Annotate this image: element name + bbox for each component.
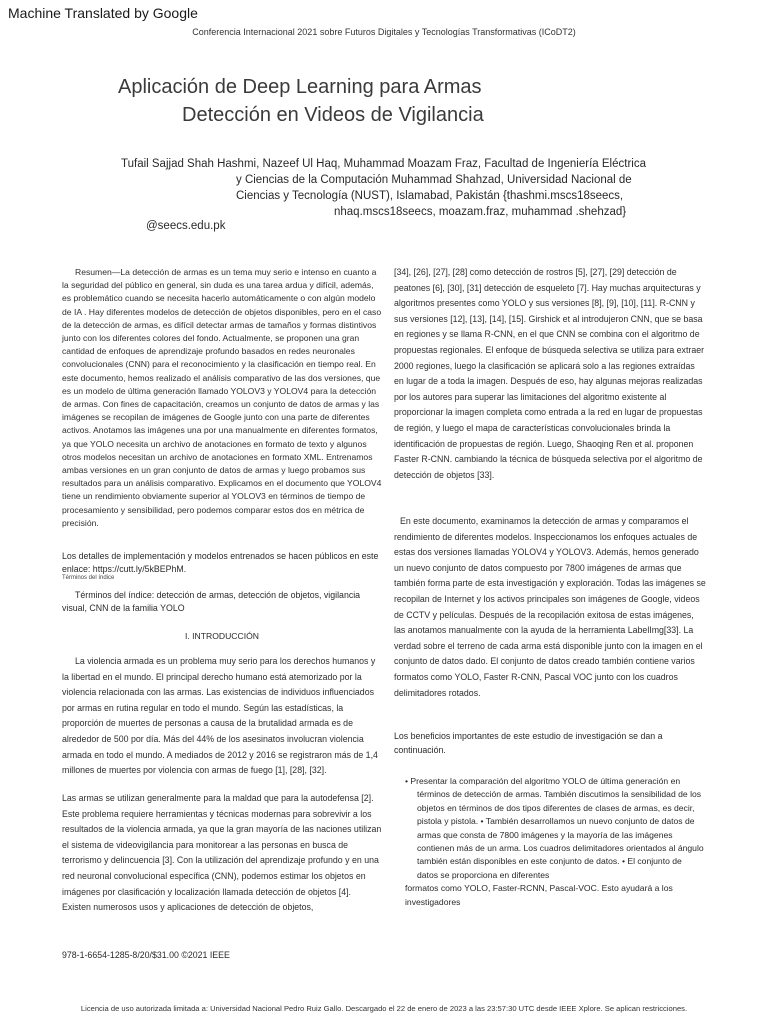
availability-note: Los detalles de implementación y modelos entrenados se hacen públicos en este enlace: https://cutt.ly/5kBEPhM. bbox=[62, 551, 379, 574]
right-column-paragraph-3: Los beneficios importantes de este estudio de investigación se dan a continuación. bbox=[394, 731, 663, 755]
contributions-bullets: • Presentar la comparación del algoritmo YOLO de última generación en términos de detección de armas. También discutimos la sensibilidad de los objetos en términos de dos tipos diferentes de clases de armas, es decir, pistola y pistola. • También desarrollamos un nuevo conjunto de datos de armas que consta de 7800 imágenes y la mayoría de las imágenes contienen más de un arma. Los cuadros delimitadores orientados al ángulo también están disponibles en este conjunto de datos. • El conjunto de datos se proporciona en diferentes bbox=[405, 776, 704, 880]
right-column-paragraph-2: En este documento, examinamos la detección de armas y comparamos el rendimiento de diferentes modelos. Inspeccionamos los enfoques actuales de estas dos versiones llamadas YOLOV4 y YOLOV3. Además, hemos generado un nuevo conjunto de datos compuesto por 7800 imágenes de armas que también forma parte de esta investigación y exploración. Todas las imágenes se recopilan de Internet y los activos principales son imágenes de Google, videos de CCTV y películas. Después de la recopilación exitosa de estas imágenes, las anotamos manualmente con la ayuda de la herramienta LabelImg[33]. La verdad sobre el terreno de cada arma está disponible junto con la imagen en el conjunto de datos dado. El conjunto de datos creado también contiene varios formatos como YOLO, Faster R-CNN, Pascal VOC junto con los cuadros delimitadores rotados. bbox=[394, 516, 706, 698]
contributions-list bbox=[405, 775, 705, 909]
paper-title-line-2: Detección en Videos de Vigilancia bbox=[182, 104, 484, 126]
authors-line-2: y Ciencias de la Computación Muhammad Shahzad, Universidad Nacional de bbox=[236, 174, 632, 186]
author-email-domain: @seecs.edu.pk bbox=[146, 220, 226, 232]
section-heading-introduction: I. INTRODUCCIÓN bbox=[185, 631, 259, 641]
authors-line-4: nhaq.mscs18seecs, moazam.fraz, muhammad .shehzad} bbox=[334, 206, 627, 218]
contributions-tail: formatos como YOLO, Faster-RCNN, Pascal-VOC. Esto ayudará a los investigadores bbox=[405, 883, 673, 907]
isbn-copyright: 978-1-6654-1285-8/20/$31.00 ©2021 IEEE bbox=[62, 950, 230, 960]
machine-translation-banner: Machine Translated by Google bbox=[8, 5, 198, 21]
conference-header: Conferencia Internacional 2021 sobre Futuros Digitales y Tecnologías Transformativas (ICoDT2) bbox=[192, 27, 576, 37]
license-footer: Licencia de uso autorizada limitada a: Universidad Nacional Pedro Ruiz Gallo. Descargado el 22 de enero de 2023 a las 23:57:30 UTC desde IEEE Xplore. Se aplican restricciones. bbox=[80, 1004, 688, 1013]
index-terms: Términos del índice: detección de armas, detección de objetos, vigilancia visual, CNN de la familia YOLO bbox=[62, 590, 361, 613]
paper-title-line-1: Aplicación de Deep Learning para Armas bbox=[118, 76, 482, 98]
abstract: Resumen—La detección de armas es un tema muy serio e intenso en cuanto a la seguridad del público en general, sin duda es una tarea ardua y difícil, además, es problemático cuando se necesita hacerlo automáticamente o con algún modelo de IA . Hay diferentes modelos de detección de objetos disponibles, pero en el caso de la detección de armas, es difícil detectar armas de tamaños y formas distintivos junto con los diferentes colores del fondo. Actualmente, se proponen una gran cantidad de enfoques de aprendizaje profundo basados en redes neuronales convolucionales (CNN) para el reconocimiento y la clasificación en tiempo real. En este documento, hemos realizado el análisis comparativo de las dos versiones, que es un modelo de última generación llamado YOLOV3 y YOLOV4 para la detección de armas. Con fines de capacitación, creamos un conjunto de datos de armas y las imágenes se recopilan de imágenes de Google junto con una parte de diferentes activos. Anotamos las imágenes una por una manualmente en diferentes formatos, ya que YOLO necesita un archivo de anotaciones en formato de texto y algunos otros modelos necesitan un archivo de anotaciones en formato XML. Entrenamos ambas versiones en un gran conjunto de datos de armas y luego probamos sus resultados para un análisis comparativo. Explicamos en el documento que YOLOV4 tiene un rendimiento obviamente superior al YOLOV3 en términos de tiempo de procesamiento y sensibilidad, pero podemos comparar estos dos en métrica de precisión. bbox=[62, 267, 382, 528]
authors-line-1: Tufail Sajjad Shah Hashmi, Nazeef Ul Haq, Muhammad Moazam Fraz, Facultad de Ingeniería Eléctrica bbox=[121, 158, 646, 170]
intro-paragraph-1: La violencia armada es un problema muy serio para los derechos humanos y la libertad en el mundo. El principal derecho humano está atemorizado por la violencia relacionada con las armas. Las existencias de individuos influenciados por armas en rutina regular en todo el mundo. Según las estadísticas, la proporción de muertes de personas a causa de la brutalidad armada es de alrededor de 500 por día. Más del 44% de los asesinatos involucran violencia armada en todo el mundo. A mediados de 2012 y 2016 se registraron más de 1,4 millones de muertes por violencia con armas de fuego [1], [28], [32]. bbox=[62, 656, 378, 776]
index-terms-caption: Términos del índice bbox=[62, 575, 115, 581]
authors-line-3: Ciencias y Tecnología (NUST), Islamabad, Pakistán {thashmi.mscs18seecs, bbox=[236, 190, 624, 202]
right-column-paragraph-1: [34], [26], [27], [28] como detección de rostros [5], [27], [29] detección de peatones [6], [30], [31] detección de esqueleto [7]. Hay muchas arquitecturas y algoritmos presentes como YOLO y sus versiones [8], [9], [10], [11]. R-CNN y sus versiones [12], [13], [14], [15]. Girshick et al introdujeron CNN, que se basa en regiones y se llama R-CNN, en el que CNN se combina con el algoritmo de propuestas regionales. El enfoque de búsqueda selectiva se utiliza para extraer 2000 regiones, luego la clasificación se aplicará solo a las regiones extraídas en lugar de a toda la imagen. Después de eso, hay algunas mejoras realizadas por los autores para superar las limitaciones del algoritmo existente al proporcionar la imagen completa como entrada a la red en lugar de propuestas de región, y luego el mapa de características convolucionales brinda la identificación de propuestas de región. Luego, Shaoqing Ren et al. proponen Faster R-CNN. cambiando la técnica de búsqueda selectiva por el algoritmo de detección de objetos [33]. bbox=[394, 267, 705, 480]
intro-paragraph-2: Las armas se utilizan generalmente para la maldad que para la autodefensa [2]. Este problema requiere herramientas y técnicas modernas para sobrevivir a los resultados de la violencia armada, ya que la gran mayoría de las naciones utilizan el sistema de videovigilancia para monitorear a las personas en busca de terrorismo y delincuencia [3]. Con la utilización del aprendizaje profundo y en una red neuronal convolucional específica (CNN), podemos estimar los objetos en imágenes por clasificación y localización llamada detección de objetos [4]. Existen numerosos usos y aplicaciones de detección de objetos, bbox=[62, 793, 382, 913]
